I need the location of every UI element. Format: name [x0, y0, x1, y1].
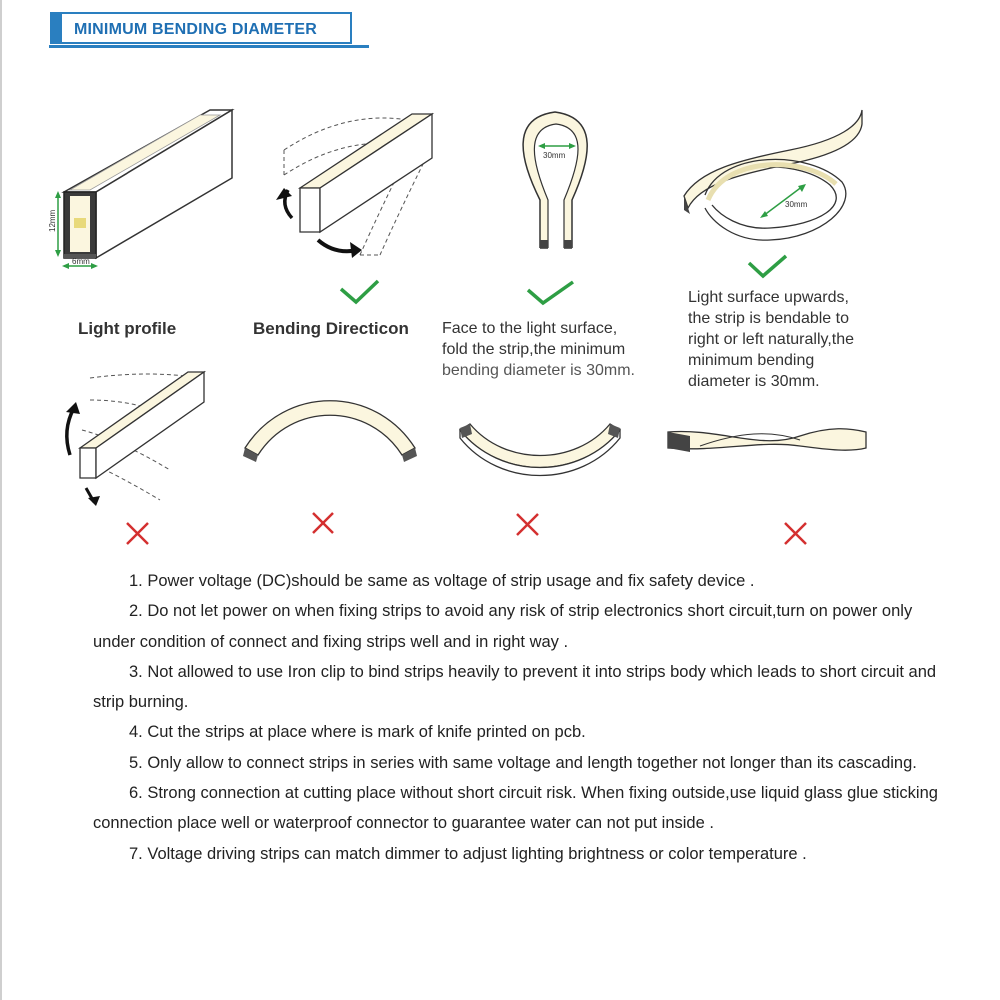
caption-bending-direction: Bending Directicon [253, 319, 409, 338]
cross-mark-arch-down [313, 513, 333, 533]
bending-direction-diagram [276, 114, 432, 258]
usage-notes [93, 566, 953, 869]
note-5: 5. Only allow to connect strips in series with same voltage and length together not longer than its cascading. [129, 753, 917, 772]
check-mark-fold [528, 282, 573, 303]
caption-upwards-line5: diameter is 30mm. [688, 373, 820, 390]
wrong-twist-diagram [66, 372, 204, 506]
profile-width-label: 6mm [72, 257, 90, 266]
wrong-arch-up-diagram [460, 424, 620, 476]
caption-fold-line3: bending diameter is 30mm. [442, 362, 635, 379]
note-3: 3. Not allowed to use Iron clip to bind strips heavily to prevent it into strips body which leads to short circuit and strip burning. [93, 662, 937, 712]
fold-dimension-label: 30mm [543, 151, 566, 160]
upwards-curve-diagram [684, 110, 862, 240]
caption-light-profile: Light profile [78, 319, 177, 338]
caption-upwards-line2: the strip is bendable to [688, 310, 849, 327]
upwards-dimension-label: 30mm [785, 200, 808, 209]
note-7: 7. Voltage driving strips can match dimmer to adjust lighting brightness or color temperature . [129, 844, 807, 863]
caption-upwards-line4: minimum bending [688, 352, 815, 369]
cross-mark-twisted-strip [785, 523, 806, 544]
note-6: 6. Strong connection at cutting place without short circuit risk. When fixing outside,use liquid glass glue sticking connection place well or waterproof connector to guarantee water can not put inside . [93, 784, 938, 833]
light-profile-strip [64, 110, 232, 258]
cross-mark-arch-up [517, 514, 538, 535]
note-4: 4. Cut the strips at place where is mark of knife printed on pcb. [129, 723, 586, 742]
caption-upwards-line3: right or left naturally,the [688, 331, 855, 348]
caption-fold-line2: fold the strip,the minimum [442, 341, 626, 358]
cross-mark-twist [127, 523, 148, 544]
caption-fold-line1: Face to the light surface, [442, 320, 618, 337]
wrong-arch-down-diagram [243, 401, 417, 462]
check-mark-upwards [749, 256, 786, 276]
fold-strip-diagram [523, 112, 587, 248]
page-title: MINIMUM BENDING DIAMETER [74, 21, 318, 38]
caption-upwards-line1: Light surface upwards, [688, 289, 849, 306]
note-1: 1. Power voltage (DC)should be same as voltage of strip usage and fix safety device . [129, 572, 755, 590]
wrong-twisted-strip-diagram [668, 429, 866, 452]
check-mark-direction [341, 281, 378, 302]
profile-height-label: 12mm [48, 209, 57, 232]
note-2: 2. Do not let power on when fixing strips to avoid any risk of strip electronics short circuit,turn on power only under condition of connect and fixing strips well and in right way . [93, 602, 913, 651]
